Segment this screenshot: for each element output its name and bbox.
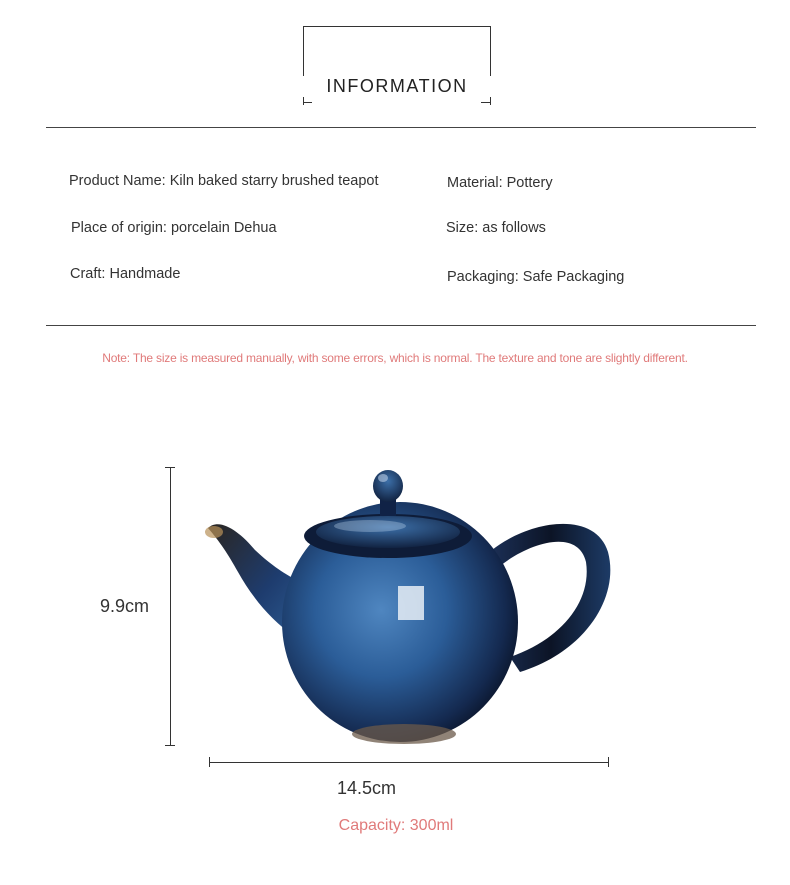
width-dimension-line (210, 762, 609, 763)
measurement-note: Note: The size is measured manually, with some errors, which is normal. The texture and tone are slightly different. (102, 351, 688, 365)
spec-size: Size: as follows (446, 220, 546, 236)
spec-material: Material: Pottery (447, 175, 553, 191)
height-dimension-cap-top (165, 467, 175, 468)
spec-product-name: Product Name: Kiln baked starry brushed teapot (69, 173, 379, 189)
teapot-image (200, 462, 620, 752)
divider-top (46, 127, 756, 128)
height-label: 9.9cm (100, 596, 150, 616)
spec-craft: Craft: Handmade (70, 266, 181, 282)
divider-bottom (46, 325, 756, 326)
width-dimension-cap-right (608, 757, 609, 767)
spec-packaging: Packaging: Safe Packaging (447, 269, 625, 285)
title-frame-corner-right (481, 102, 490, 103)
title-frame-corner-left (303, 102, 312, 103)
height-dimension-cap-bottom (165, 745, 175, 746)
capacity-label: Capacity: 300ml (338, 817, 454, 834)
spec-place-of-origin: Place of origin: porcelain Dehua (71, 220, 277, 236)
height-dimension-line (170, 467, 171, 745)
width-label: 14.5cm (337, 778, 397, 798)
width-dimension-cap-left (209, 757, 210, 767)
section-title: INFORMATION (303, 76, 491, 97)
